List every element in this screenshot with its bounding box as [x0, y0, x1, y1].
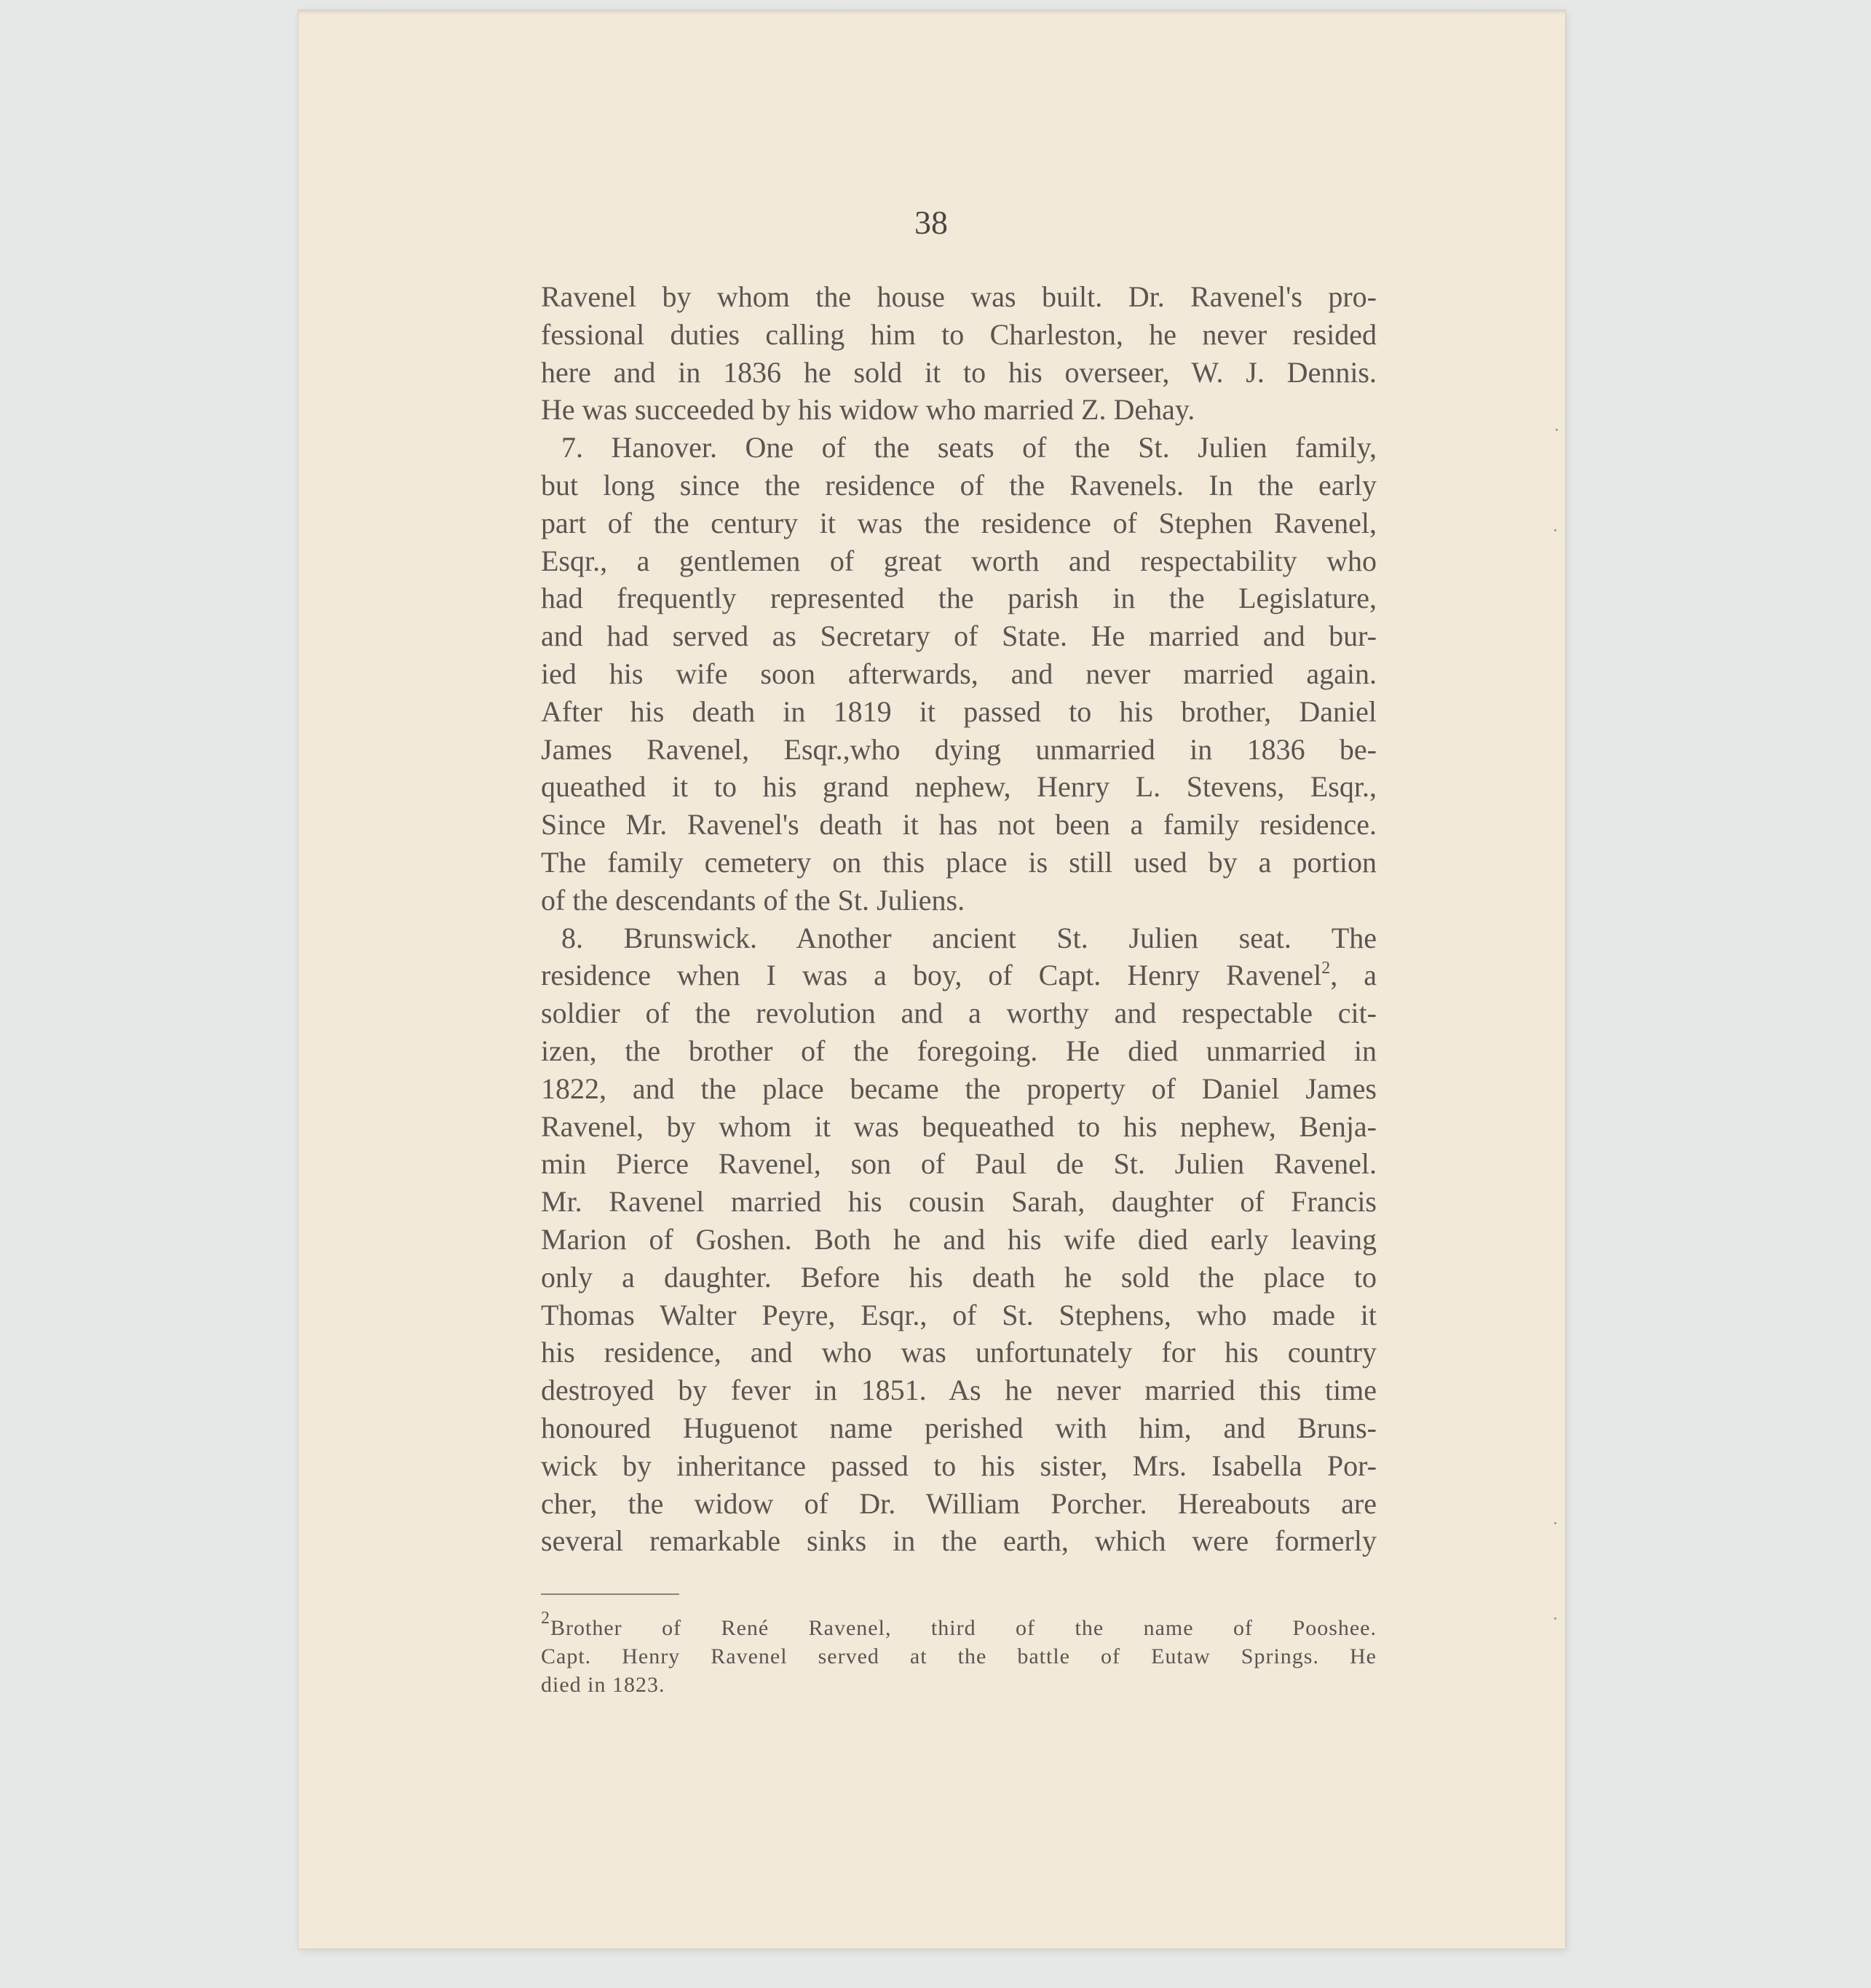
text-line: fessional duties calling him to Charleston, he never resided — [541, 317, 1377, 351]
footnote-reference: 2 — [1321, 959, 1331, 978]
text-line: destroyed by fever in 1851. As he never married this time — [541, 1374, 1377, 1407]
page-edge-shadow — [298, 10, 1565, 15]
margin-speck: · — [1552, 1513, 1559, 1534]
footnote — [541, 1609, 1377, 1699]
text-line: and had served as Secretary of State. He married and bur- — [541, 619, 1377, 653]
text-line: ied his wife soon afterwards, and never married again. — [541, 657, 1377, 690]
text-line: Ravenel, by whom it was bequeathed to his nephew, Benja- — [541, 1109, 1377, 1143]
footnote-line: died in 1823. — [541, 1673, 665, 1697]
text-line: had frequently represented the parish in the Legislature, — [541, 582, 1377, 615]
text-line: here and in 1836 he sold it to his overseer, W. J. Dennis. — [541, 355, 1377, 389]
margin-speck: · — [1554, 419, 1560, 440]
text-line: The family cemetery on this place is still used by a portion — [541, 845, 1377, 879]
text-line: several remarkable sinks in the earth, which were formerly — [541, 1524, 1377, 1558]
text-line: wick by inheritance passed to his sister, Mrs. Isabella Por- — [541, 1449, 1377, 1482]
text-line-with-footnote-ref — [541, 957, 1377, 994]
text-line: Thomas Walter Peyre, Esqr., of St. Stephens, who made it — [541, 1298, 1377, 1331]
text-line: Esqr., a gentlemen of great worth and respectability who — [541, 544, 1377, 577]
text-line: soldier of the revolution and a worthy and respectable cit- — [541, 997, 1377, 1030]
text-line: He was succeeded by his widow who married Z. Dehay. — [541, 393, 1195, 427]
text-line: queathed it to his grand nephew, Henry L. Stevens, Esqr., — [541, 770, 1377, 804]
footnote-line-text: Brother of René Ravenel, third of the name of Pooshee. — [550, 1616, 1377, 1640]
paragraph-start-hanover: 7. Hanover. One of the seats of the St. Julien family, — [561, 431, 1377, 464]
page-number: 38 — [914, 204, 948, 241]
footnote-line — [541, 1609, 1377, 1642]
text-line: part of the century it was the residence of Stephen Ravenel, — [541, 506, 1377, 539]
text-line: but long since the residence of the Ravenels. In the early — [541, 468, 1377, 502]
text-line-segment: residence when I was a boy, of Capt. Henry Ravenel — [541, 959, 1322, 992]
footnote-rule — [541, 1593, 679, 1595]
text-line: his residence, and who was unfortunately for his country — [541, 1336, 1377, 1369]
text-line: cher, the widow of Dr. William Porcher. Hereabouts are — [541, 1486, 1377, 1520]
text-line-segment: , a — [1330, 959, 1377, 992]
body-text — [541, 278, 1377, 1560]
text-line: honoured Huguenot name perished with him, and Bruns- — [541, 1411, 1377, 1444]
book-page — [298, 10, 1565, 1949]
text-line: James Ravenel, Esqr.,who dying unmarried in 1836 be- — [541, 732, 1377, 766]
text-line: izen, the brother of the foregoing. He died unmarried in — [541, 1034, 1377, 1067]
text-line: Marion of Goshen. Both he and his wife died early leaving — [541, 1222, 1377, 1256]
text-line: Mr. Ravenel married his cousin Sarah, daughter of Francis — [541, 1185, 1377, 1219]
text-line: Ravenel by whom the house was built. Dr. Ravenel's pro- — [541, 280, 1377, 313]
text-line: Since Mr. Ravenel's death it has not been a family residence. — [541, 808, 1377, 841]
paragraph-start-brunswick: 8. Brunswick. Another ancient St. Julien seat. The — [561, 921, 1377, 954]
text-line: of the descendants of the St. Juliens. — [541, 883, 965, 916]
margin-speck: · — [1552, 1608, 1559, 1629]
margin-speck: · — [1552, 520, 1559, 541]
text-line: After his death in 1819 it passed to his brother, Daniel — [541, 694, 1377, 728]
text-line: 1822, and the place became the property of Daniel James — [541, 1072, 1377, 1105]
text-line: only a daughter. Before his death he sold the place to — [541, 1260, 1377, 1294]
text-line: min Pierce Ravenel, son of Paul de St. Julien Ravenel. — [541, 1147, 1377, 1181]
footnote-marker: 2 — [541, 1609, 550, 1628]
footnote-line: Capt. Henry Ravenel served at the battle of Eutaw Springs. He — [541, 1644, 1377, 1668]
